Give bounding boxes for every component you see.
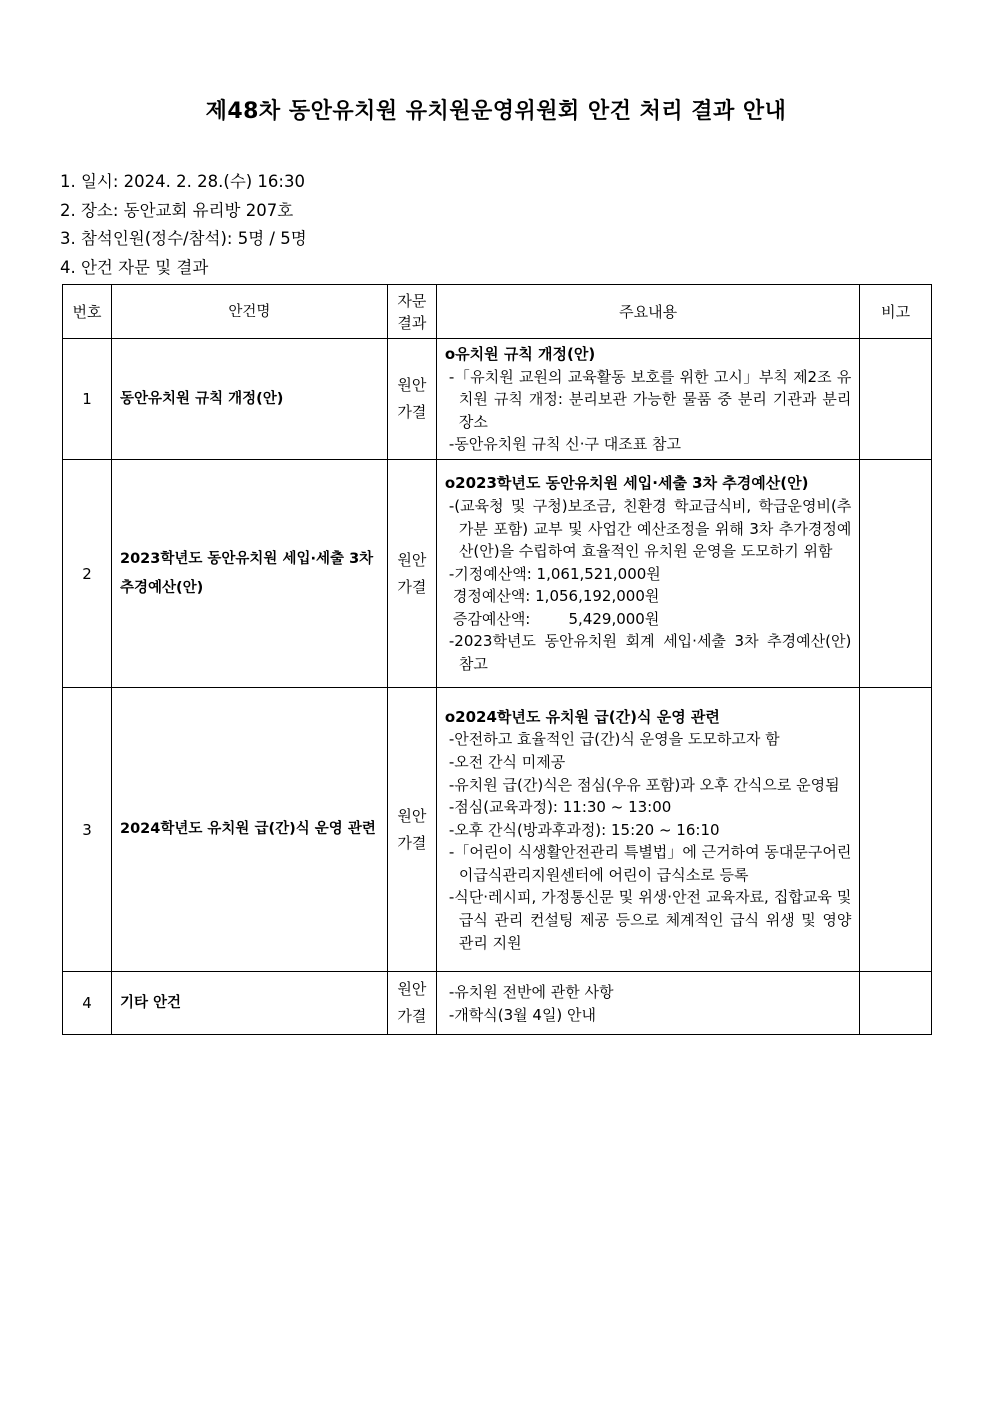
table-row (63, 688, 932, 972)
row-result (387, 688, 436, 972)
result-line1: 원안 (397, 550, 427, 569)
table-row (63, 972, 932, 1035)
content-bullet: -식단·레시피, 가정통신문 및 위생·안전 교육자료, 집합교육 및 급식 관리 컨설팅 제공 등으로 체계적인 급식 위생 및 영양 관리 지원 (448, 888, 852, 952)
content-bullet: -안전하고 효율적인 급(간)식 운영을 도모하고자 함 (448, 730, 780, 749)
header-no: 번호 (63, 285, 112, 339)
header-result-line2: 결과 (397, 313, 427, 332)
content-heading: o유치원 규칙 개정(안) (444, 345, 596, 364)
content-bullet: -「유치원 교원의 교육활동 보호를 위한 고시」부칙 제2조 유치원 규칙 개정: 분리보관 가능한 물품 중 분리 기관과 분리 장소 (448, 367, 852, 431)
content-bullet: -기정예산액: 1,061,521,000원 (448, 564, 661, 583)
content-heading: o2023학년도 동안유치원 세입·세출 3차 추경예산(안) (444, 474, 809, 493)
content-bullet: -2023학년도 동안유치원 회계 세입·세출 3차 추경예산(안) 참고 (448, 632, 852, 674)
row-content (436, 972, 859, 1035)
info-agenda-heading: 4. 안건 자문 및 결과 (60, 257, 209, 277)
row-no: 3 (63, 688, 112, 972)
content-bullet: -오후 간식(방과후과정): 15:20 ~ 16:10 (448, 820, 720, 839)
result-line2: 가결 (397, 1007, 427, 1025)
header-note: 비고 (860, 285, 932, 339)
row-name: 2023학년도 동안유치원 세입·세출 3차 추경예산(안) (111, 460, 387, 688)
row-content (436, 339, 859, 460)
row-result (387, 339, 436, 460)
content-bullet: -「어린이 식생활안전관리 특별법」에 근거하여 동대문구어린이급식관리지원센터에 어린이 급식소로 등록 (448, 843, 852, 884)
row-name: 동안유치원 규칙 개정(안) (111, 339, 387, 460)
document-title: 제48차 동안유치원 유치원운영위원회 안건 처리 결과 안내 (205, 99, 787, 124)
header-result (387, 285, 436, 339)
content-heading: o2024학년도 유치원 급(간)식 운영 관련 (444, 707, 720, 726)
row-no: 2 (63, 460, 112, 688)
content-bullet: -점심(교육과정): 11:30 ~ 13:00 (448, 798, 672, 817)
row-no: 4 (63, 972, 112, 1035)
row-note (860, 688, 932, 972)
row-content (436, 688, 859, 972)
agenda-table (62, 284, 932, 1035)
info-date: 1. 일시: 2024. 2. 28.(수) 16:30 (60, 172, 305, 191)
content-bullet: -(교육청 및 구청)보조금, 친환경 학교급식비, 학급운영비(추가분 포함) 교부 및 사업간 예산조정을 위해 3차 추가경정예산(안)을 수립하여 효율적인 유치원 운영을 도모하기 위함 (448, 496, 852, 561)
row-note (860, 972, 932, 1035)
content-money-line: 경정예산액: 1,056,192,000원 (452, 587, 660, 606)
info-place: 2. 장소: 동안교회 유리방 207호 (60, 200, 294, 220)
row-note (860, 339, 932, 460)
row-result (387, 972, 436, 1035)
header-name: 안건명 (111, 285, 387, 339)
result-line2: 가결 (397, 577, 427, 596)
content-bullet: -오전 간식 미제공 (448, 752, 566, 771)
table-row (63, 339, 932, 460)
row-content (436, 460, 859, 688)
table-header-row (63, 285, 932, 339)
meeting-info (60, 168, 307, 282)
content-bullet: -동안유치원 규칙 신·구 대조표 참고 (448, 435, 681, 454)
result-line2: 가결 (397, 833, 427, 852)
content-bullet: -유치원 급(간)식은 점심(우유 포함)과 오후 간식으로 운영됨 (448, 775, 840, 794)
row-result (387, 460, 436, 688)
row-note (860, 460, 932, 688)
table-row (63, 460, 932, 688)
header-result-line1: 자문 (397, 291, 427, 310)
header-content: 주요내용 (436, 285, 859, 339)
row-no: 1 (63, 339, 112, 460)
content-bullet: -유치원 전반에 관한 사항 (448, 982, 614, 1001)
content-bullet: -개학식(3월 4일) 안내 (448, 1005, 597, 1024)
row-name: 2024학년도 유치원 급(간)식 운영 관련 (111, 688, 387, 972)
content-money-line: 증감예산액: 5,429,000원 (452, 609, 660, 628)
row-name: 기타 안건 (111, 972, 387, 1035)
result-line1: 원안 (397, 806, 427, 825)
result-line1: 원안 (397, 376, 427, 394)
result-line2: 가결 (397, 403, 427, 421)
info-attendance: 3. 참석인원(정수/참석): 5명 / 5명 (60, 229, 307, 248)
result-line1: 원안 (397, 980, 427, 998)
